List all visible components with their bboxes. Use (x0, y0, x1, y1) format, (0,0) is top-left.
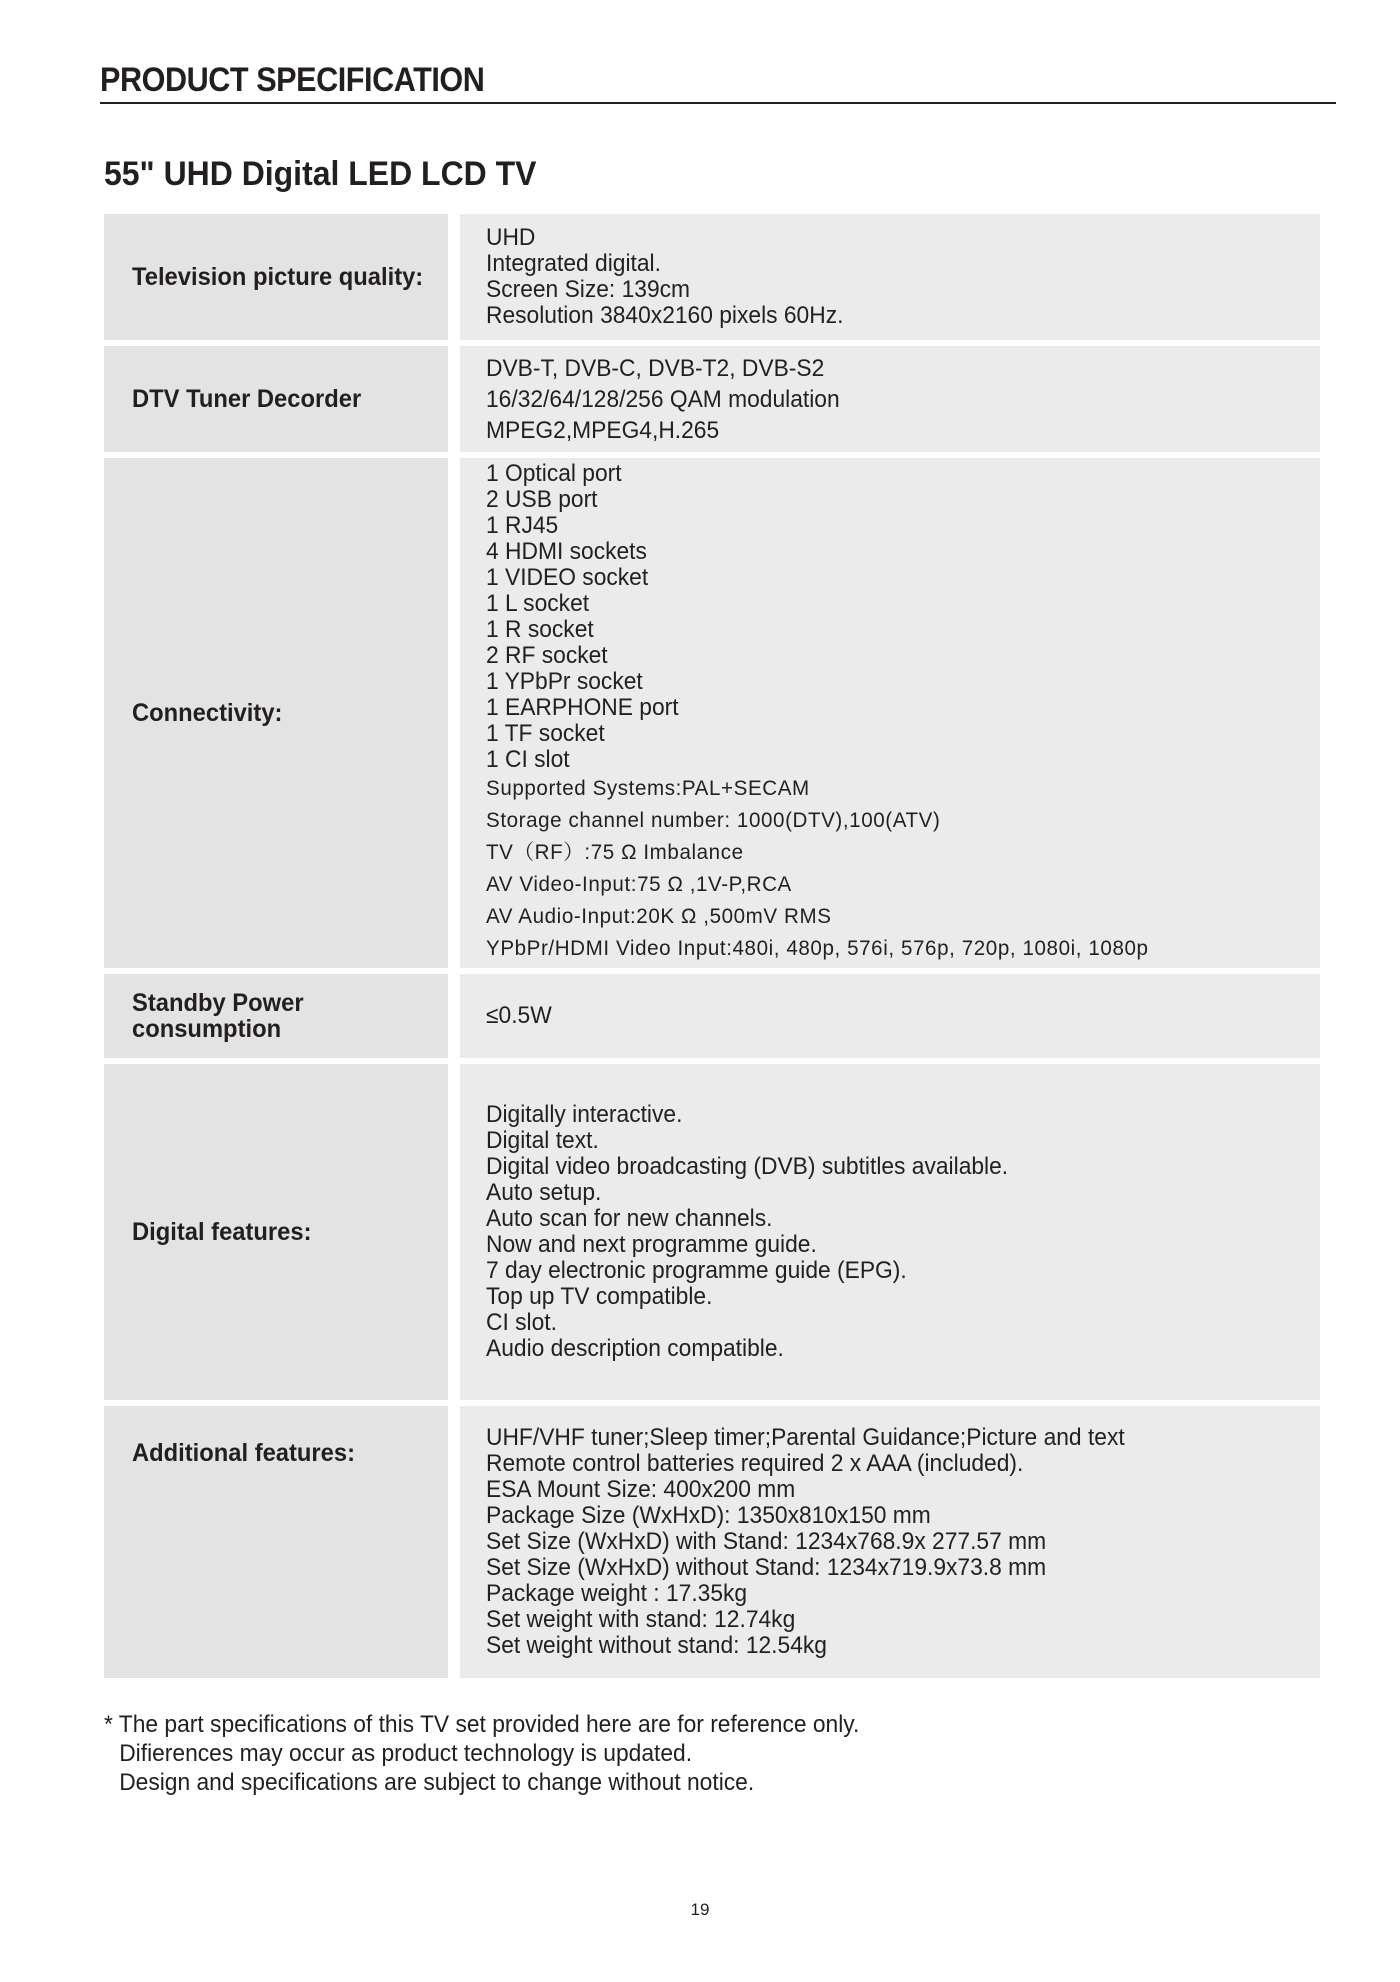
spec-value-line: 2 USB port (486, 486, 598, 513)
spec-label-text: Digital features: (132, 1218, 312, 1246)
spec-label (104, 1064, 448, 1400)
spec-label (104, 214, 448, 340)
spec-value-line: Set weight without stand: 12.54kg (486, 1632, 827, 1659)
spec-value-line: Set Size (WxHxD) without Stand: 1234x719.9x73.8 mm (486, 1554, 1047, 1581)
spec-label-text: DTV Tuner Decorder (132, 385, 362, 413)
spec-value (460, 974, 1320, 1058)
spec-value-line: Auto scan for new channels. (486, 1205, 773, 1232)
spec-label (104, 346, 448, 452)
spec-row-standby-power (104, 974, 1320, 1058)
spec-value-line: 1 YPbPr socket (486, 668, 643, 695)
section-header (100, 58, 1336, 104)
spec-value-line: 1 VIDEO socket (486, 564, 649, 591)
spec-row-picture-quality (104, 214, 1320, 340)
spec-value-line: 2 RF socket (486, 642, 608, 669)
spec-value-line: 7 day electronic programme guide (EPG). (486, 1257, 907, 1284)
spec-value-line: 1 TF socket (486, 720, 605, 747)
spec-value (460, 346, 1320, 452)
spec-value-line: Set weight with stand: 12.74kg (486, 1606, 796, 1633)
spec-value-line: CI slot. (486, 1309, 557, 1336)
spec-value-line: Auto setup. (486, 1179, 602, 1206)
section-title: PRODUCT SPECIFICATION (100, 61, 485, 99)
spec-label (104, 1406, 448, 1678)
spec-value-line: Supported Systems:PAL+SECAM (486, 777, 810, 800)
spec-value-line: Digital text. (486, 1127, 599, 1154)
spec-value-line: 16/32/64/128/256 QAM modulation (486, 385, 840, 413)
spec-label-text (132, 990, 313, 1042)
spec-value-line: ESA Mount Size: 400x200 mm (486, 1476, 796, 1503)
spec-table (104, 214, 1320, 1684)
spec-value-line: UHD (486, 224, 536, 251)
spec-value-line: Package Size (WxHxD): 1350x810x150 mm (486, 1502, 931, 1529)
spec-value-line: Resolution 3840x2160 pixels 60Hz. (486, 302, 844, 329)
spec-value-line: 1 L socket (486, 590, 590, 617)
spec-value-line: Storage channel number: 1000(DTV),100(ATV) (486, 809, 941, 832)
spec-value (460, 1064, 1320, 1400)
spec-label-line: consumption (132, 1015, 282, 1043)
spec-value-line: 1 CI slot (486, 746, 570, 773)
spec-row-dtv-tuner (104, 346, 1320, 452)
spec-label (104, 974, 448, 1058)
spec-label-line: Standby Power (132, 989, 304, 1017)
spec-value-line: Set Size (WxHxD) with Stand: 1234x768.9x 277.57 mm (486, 1528, 1047, 1555)
spec-value-line: 1 R socket (486, 616, 594, 643)
spec-value-line: Digitally interactive. (486, 1101, 683, 1128)
spec-value-line: Remote control batteries required 2 x AAA (included). (486, 1450, 1024, 1477)
spec-value-line: 1 EARPHONE port (486, 694, 679, 721)
footnote (104, 1710, 899, 1797)
spec-value-line: TV（RF）:75 Ω Imbalance (486, 841, 744, 864)
footnote-line: * The part specifications of this TV set provided here are for reference only. (104, 1711, 860, 1738)
spec-value-line: DVB-T, DVB-C, DVB-T2, DVB-S2 (486, 354, 825, 382)
spec-value (460, 214, 1320, 340)
spec-label-text: Television picture quality: (132, 263, 424, 291)
spec-value-line: 4 HDMI sockets (486, 538, 647, 565)
model-title: 55" UHD Digital LED LCD TV (104, 155, 537, 193)
spec-label-text: Additional features: (132, 1439, 356, 1467)
spec-value-line: Integrated digital. (486, 250, 661, 277)
spec-value-line: Now and next programme guide. (486, 1231, 817, 1258)
footnote-line: Design and specifications are subject to change without notice. (119, 1769, 755, 1796)
page-number: 19 (690, 1900, 710, 1919)
spec-value-line: 1 RJ45 (486, 512, 559, 539)
spec-row-connectivity (104, 458, 1320, 968)
spec-value-line: AV Video-Input:75 Ω ,1V-P,RCA (486, 873, 792, 896)
spec-value (460, 458, 1320, 968)
spec-row-additional-features (104, 1406, 1320, 1678)
spec-value-line: 1 Optical port (486, 460, 622, 487)
footnote-line: Difierences may occur as product technology is updated. (119, 1740, 693, 1767)
spec-row-digital-features (104, 1064, 1320, 1400)
spec-value (460, 1406, 1320, 1678)
spec-value-line: Digital video broadcasting (DVB) subtitles available. (486, 1153, 1009, 1180)
spec-label (104, 458, 448, 968)
spec-value-line: MPEG2,MPEG4,H.265 (486, 416, 720, 444)
spec-value-line: Screen Size: 139cm (486, 276, 691, 303)
spec-value-line: Audio description compatible. (486, 1335, 784, 1362)
spec-value-line: UHF/VHF tuner;Sleep timer;Parental Guidance;Picture and text (486, 1424, 1125, 1451)
spec-value-line: AV Audio-Input:20K Ω ,500mV RMS (486, 905, 832, 928)
spec-label-text: Connectivity: (132, 699, 283, 727)
spec-value-line: Package weight : 17.35kg (486, 1580, 748, 1607)
spec-value-line: ≤0.5W (486, 1002, 552, 1029)
spec-value-line: Top up TV compatible. (486, 1283, 713, 1310)
spec-value-line: YPbPr/HDMI Video Input:480i, 480p, 576i, 576p, 720p, 1080i, 1080p (486, 937, 1149, 960)
